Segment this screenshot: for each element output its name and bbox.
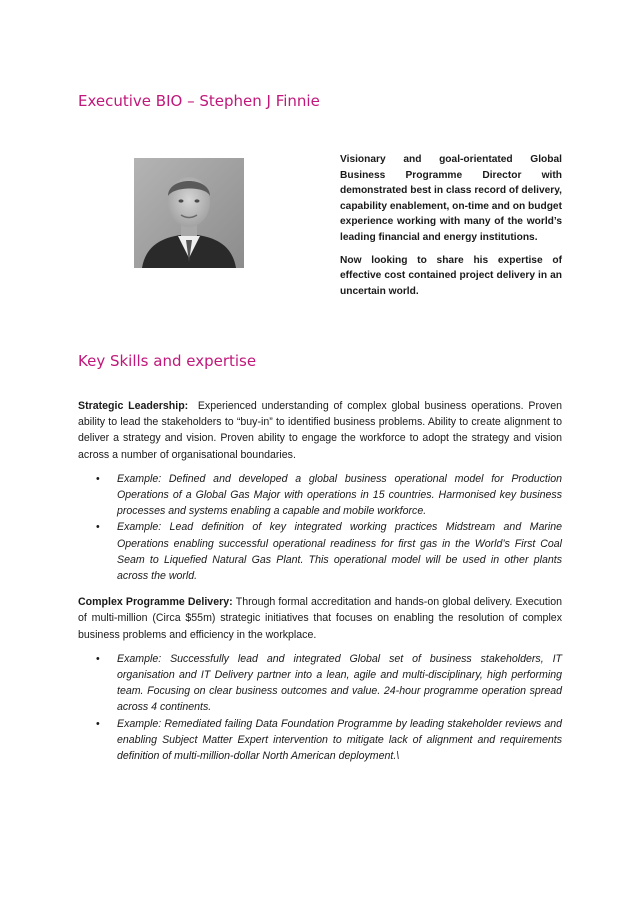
portrait-photo [134,158,244,268]
bullet-icon: • [96,472,100,485]
intro-paragraph-2: Now looking to share his expertise of effective cost contained project delivery in an uncertain world. [340,254,562,297]
bullet-icon: • [96,717,100,730]
skills-title: Key Skills and expertise [78,352,257,370]
bio-title: Executive BIO – Stephen J Finnie [78,92,320,110]
example-item: • Example: Successfully lead and integrated Global set of business stakeholders, IT organisation and IT Delivery partner into a lean, agile and multi-disciplinary, high performing team. Focusing on clear business outcomes and value. 24-hour programme operation spread across 4 continents. [96,652,562,714]
section-heading: Strategic Leadership: [78,400,189,412]
section-complex-programme-delivery [78,594,562,643]
examples-list [78,471,562,584]
intro-paragraph-1: Visionary and goal-orientated Global Business Programme Director with demonstrated best in class record of delivery, capability enablement, on-time and on budget experience working with many of the world’s leading financial and energy institutions. [340,154,562,243]
examples-list [78,651,562,764]
portrait-image [134,158,244,268]
skills-body [78,398,562,774]
example-item: • Example: Defined and developed a global business operational model for Production Operations of a Global Gas Major with operations in 15 countries. Harmonised key business processes and systems enabling a capable and mobile workforce. [96,472,562,518]
intro-summary [340,152,562,306]
example-item: • Example: Remediated failing Data Foundation Programme by leading stakeholder reviews and enabling Subject Matter Expert intervention to mitigate lack of alignment and requirements definition of multi-million-dollar North American deployment.\ [96,717,562,763]
section-heading: Complex Programme Delivery: [78,596,233,609]
section-strategic-leadership [78,398,562,463]
section-text: Experienced understanding of complex global business operations. Proven ability to lead the stakeholders to “buy-in” to identified business problems. Ability to create alignment to deliver a strategy and vision. Proven ability to engage the workforce to adopt the strategy and vision across a number of organisational boundaries. [78,400,562,461]
bullet-icon: • [96,652,100,665]
example-item: • Example: Lead definition of key integrated working practices Midstream and Marine Operations enabling successful operational readiness for first gas in the World’s First Coal Seam to Liquefied Natural Gas Plant. This operational model will be used in other plants across the world. [96,521,562,583]
section-text: Through formal accreditation and hands-on global delivery. Execution of multi-million (Circa $55m) strategic initiatives that focuses on enabling the resolution of complex business problems and efficiency in the workplace. [78,596,562,641]
bullet-icon: • [96,521,100,534]
